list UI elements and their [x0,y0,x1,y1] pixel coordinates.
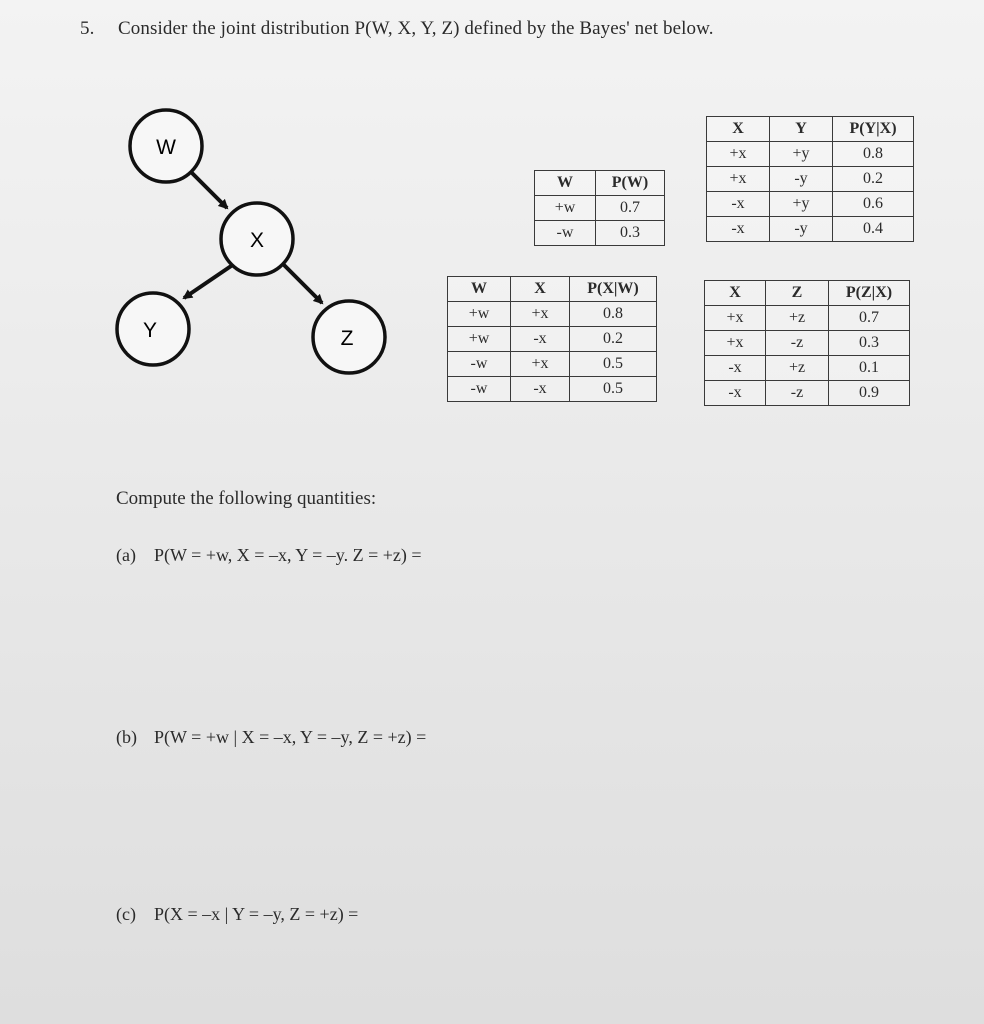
table-row [448,327,657,352]
table-cell: 0.9 [829,381,910,406]
table-cell: -x [511,327,570,352]
table-cell: 0.5 [570,377,657,402]
table-header-row [535,171,665,196]
question-text: P(W = +w, X = –x, Y = –y. Z = +z) = [154,545,422,565]
table-header: W [448,277,511,302]
question-label: (a) [116,545,136,565]
table-row [535,196,665,221]
question-label: (c) [116,904,136,924]
table-row [707,167,914,192]
table-cell: 0.8 [570,302,657,327]
table-cell: 0.6 [833,192,914,217]
node-x-label: X [249,229,265,252]
cpt-p-w [534,170,665,246]
node-z [313,301,385,373]
table-header: X [511,277,570,302]
table-cell: 0.3 [596,221,665,246]
edge-w-x [190,171,227,208]
table-cell: -w [535,221,596,246]
table-cell: 0.3 [829,331,910,356]
table-header-row [448,277,657,302]
table-cell: +x [707,167,770,192]
table-header: X [707,117,770,142]
table-cell: -x [705,381,766,406]
table-cell: -x [707,217,770,242]
table-cell: 0.4 [833,217,914,242]
table-cell: +x [705,306,766,331]
table-row [707,217,914,242]
edge-x-y [184,262,237,298]
table-header: P(Y|X) [833,117,914,142]
table-cell: -x [707,192,770,217]
table-cell: +y [770,192,833,217]
table-row [707,142,914,167]
cpt-p-z-given-x [704,280,910,406]
table-cell: +x [511,352,570,377]
node-y [117,293,189,365]
node-w [130,110,202,182]
table-cell: +x [707,142,770,167]
table-cell: -w [448,377,511,402]
compute-prompt: Compute the following quantities: [116,488,377,509]
table-cell: 0.8 [833,142,914,167]
node-w-label: W [156,136,176,159]
table-header: X [705,281,766,306]
table-header: W [535,171,596,196]
question-text: P(W = +w | X = –x, Y = –y, Z = +z) = [154,727,427,747]
table-cell: +x [705,331,766,356]
table-row [707,192,914,217]
table-cell: -y [770,217,833,242]
problem-number: 5. [80,18,95,39]
table-row [705,381,910,406]
table-header: P(X|W) [570,277,657,302]
table-header: P(Z|X) [829,281,910,306]
table-cell: 0.1 [829,356,910,381]
node-y-label: Y [142,319,158,342]
table-row [705,331,910,356]
table-cell: -z [766,331,829,356]
table-cell: +z [766,306,829,331]
table-header: Z [766,281,829,306]
problem-text: Consider the joint distribution P(W, X, Y, Z) defined by the Bayes' net below. [118,18,714,39]
cpt-p-x-given-w [447,276,657,402]
table-cell: 0.5 [570,352,657,377]
table-cell: 0.2 [570,327,657,352]
table-row [705,356,910,381]
bayes-net-diagram [0,0,420,420]
table-cell: +w [535,196,596,221]
table-cell: +x [511,302,570,327]
table-cell: -x [705,356,766,381]
table-header: Y [770,117,833,142]
node-z-label: Z [340,327,354,350]
cpt-p-y-given-x [706,116,914,242]
table-cell: -z [766,381,829,406]
question-a [116,545,422,566]
question-c [116,904,358,925]
table-row [535,221,665,246]
table-cell: +z [766,356,829,381]
table-header-row [705,281,910,306]
node-x [221,203,293,275]
table-cell: 0.7 [596,196,665,221]
table-row [448,352,657,377]
question-b [116,727,426,748]
table-row [705,306,910,331]
table-header-row [707,117,914,142]
table-cell: +y [770,142,833,167]
table-cell: 0.2 [833,167,914,192]
table-cell: -x [511,377,570,402]
table-cell: -y [770,167,833,192]
table-cell: -w [448,352,511,377]
question-label: (b) [116,727,137,747]
edge-x-z [281,262,322,303]
table-header: P(W) [596,171,665,196]
table-row [448,302,657,327]
table-cell: 0.7 [829,306,910,331]
table-cell: +w [448,302,511,327]
table-row [448,377,657,402]
question-text: P(X = –x | Y = –y, Z = +z) = [154,904,359,924]
table-cell: +w [448,327,511,352]
